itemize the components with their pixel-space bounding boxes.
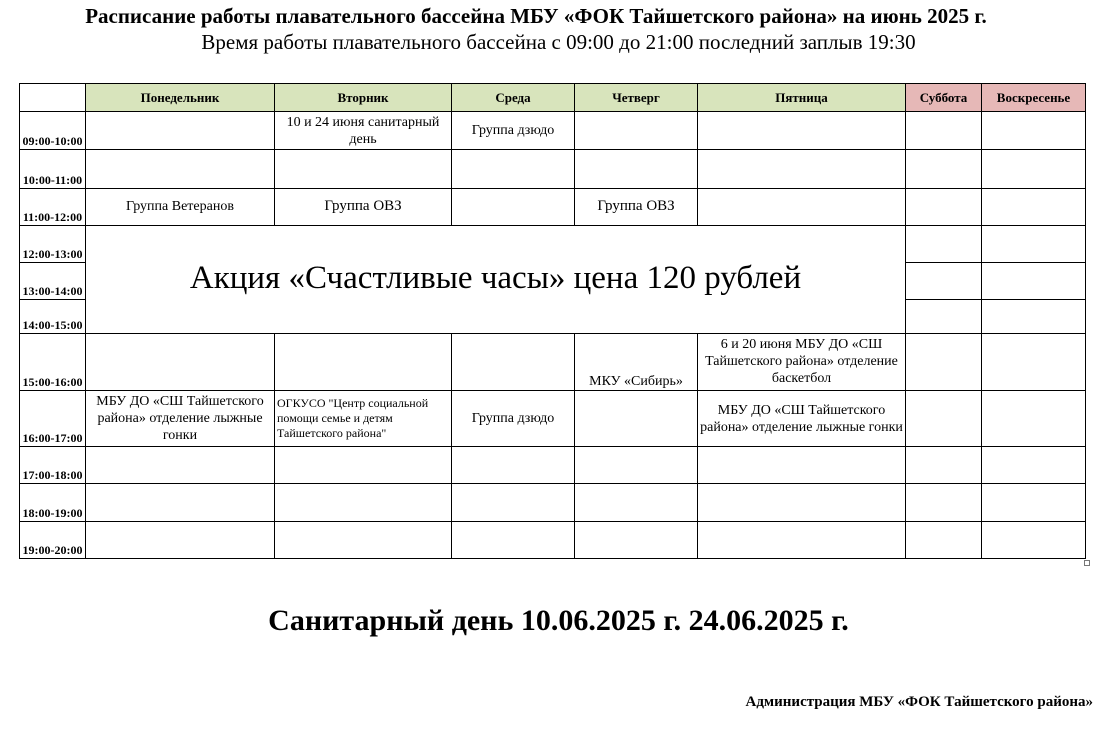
schedule-cell — [698, 484, 906, 521]
table-row — [20, 390, 1086, 446]
table-row — [20, 447, 1086, 484]
schedule-cell — [906, 150, 982, 188]
schedule-cell — [982, 390, 1086, 446]
schedule-cell — [452, 521, 575, 558]
schedule-cell — [906, 188, 982, 225]
schedule-cell — [275, 333, 452, 390]
day-header-friday: Пятница — [698, 84, 906, 112]
schedule-cell — [452, 150, 575, 188]
table-row — [20, 188, 1086, 225]
schedule-cell: МБУ ДО «СШ Тайшетского района» отделение лыжные гонки — [698, 390, 906, 446]
schedule-cell — [86, 484, 275, 521]
schedule-cell — [982, 333, 1086, 390]
schedule-cell: Группа Ветеранов — [86, 188, 275, 225]
day-header-sunday: Воскресенье — [982, 84, 1086, 112]
schedule-cell — [982, 447, 1086, 484]
schedule-cell — [982, 263, 1086, 300]
schedule-title: Расписание работы плавательного бассейна МБУ «ФОК Тайшетского района» на июнь 2025 г. — [85, 4, 987, 28]
table-row — [20, 333, 1086, 390]
schedule-cell — [275, 521, 452, 558]
schedule-cell — [982, 225, 1086, 262]
schedule-cell — [86, 447, 275, 484]
schedule-cell — [698, 188, 906, 225]
table-row — [20, 150, 1086, 188]
schedule-cell — [452, 447, 575, 484]
schedule-cell — [982, 521, 1086, 558]
schedule-cell — [906, 225, 982, 262]
schedule-cell: Группа дзюдо — [452, 390, 575, 446]
time-slot: 11:00-12:00 — [20, 188, 86, 225]
time-slot: 14:00-15:00 — [20, 300, 86, 333]
schedule-cell — [906, 333, 982, 390]
table-row — [20, 225, 1086, 262]
day-header-wednesday: Среда — [452, 84, 575, 112]
time-slot: 10:00-11:00 — [20, 150, 86, 188]
schedule-cell — [982, 300, 1086, 333]
schedule-cell — [906, 447, 982, 484]
schedule-cell — [906, 390, 982, 446]
schedule-cell — [698, 112, 906, 150]
table-row — [20, 484, 1086, 521]
schedule-cell — [982, 112, 1086, 150]
schedule-cell — [86, 333, 275, 390]
time-slot: 19:00-20:00 — [20, 521, 86, 558]
schedule-cell — [982, 484, 1086, 521]
schedule-cell — [906, 112, 982, 150]
schedule-cell — [575, 484, 698, 521]
day-header-saturday: Суббота — [906, 84, 982, 112]
schedule-cell: ОГКУСО "Центр социальной помощи семье и детям Тайшетского района" — [275, 390, 452, 446]
schedule-cell: МБУ ДО «СШ Тайшетского района» отделение лыжные гонки — [86, 390, 275, 446]
schedule-cell — [275, 484, 452, 521]
schedule-cell: Группа ОВЗ — [275, 188, 452, 225]
schedule-cell: Группа дзюдо — [452, 112, 575, 150]
schedule-cell — [982, 150, 1086, 188]
time-slot: 16:00-17:00 — [20, 390, 86, 446]
schedule-cell — [575, 447, 698, 484]
schedule-cell — [906, 263, 982, 300]
schedule-cell — [86, 112, 275, 150]
schedule-cell — [275, 447, 452, 484]
table-row — [20, 521, 1086, 558]
time-slot: 18:00-19:00 — [20, 484, 86, 521]
day-header-monday: Понедельник — [86, 84, 275, 112]
schedule-cell — [86, 150, 275, 188]
schedule-cell — [906, 300, 982, 333]
schedule-cell — [575, 521, 698, 558]
sanitary-days-notice: Санитарный день 10.06.2025 г. 24.06.2025 г. — [268, 604, 849, 637]
time-slot: 12:00-13:00 — [20, 225, 86, 262]
table-resize-handle[interactable] — [1084, 560, 1090, 566]
schedule-cell — [982, 188, 1086, 225]
schedule-cell — [86, 521, 275, 558]
schedule-cell: Группа ОВЗ — [575, 188, 698, 225]
time-slot: 13:00-14:00 — [20, 263, 86, 300]
time-slot: 17:00-18:00 — [20, 447, 86, 484]
schedule-cell — [575, 150, 698, 188]
table-row — [20, 112, 1086, 150]
working-hours-subtitle: Время работы плавательного бассейна с 09:00 до 21:00 последний заплыв 19:30 — [201, 30, 916, 54]
schedule-cell — [452, 188, 575, 225]
day-header-tuesday: Вторник — [275, 84, 452, 112]
corner-cell — [20, 84, 86, 112]
schedule-cell: МКУ «Сибирь» — [575, 333, 698, 390]
schedule-cell — [698, 447, 906, 484]
schedule-cell — [698, 150, 906, 188]
schedule-cell — [698, 521, 906, 558]
schedule-cell: 6 и 20 июня МБУ ДО «СШ Тайшетского района» отделение баскетбол — [698, 333, 906, 390]
time-slot: 15:00-16:00 — [20, 333, 86, 390]
day-header-thursday: Четверг — [575, 84, 698, 112]
schedule-cell — [452, 484, 575, 521]
schedule-cell — [575, 112, 698, 150]
administration-signature: Администрация МБУ «ФОК Тайшетского района» — [745, 694, 1093, 710]
schedule-cell — [575, 390, 698, 446]
header-row — [20, 84, 1086, 112]
schedule-cell — [906, 484, 982, 521]
schedule-cell — [452, 333, 575, 390]
schedule-cell — [275, 150, 452, 188]
promo-banner: Акция «Счастливые часы» цена 120 рублей — [86, 225, 906, 333]
schedule-table — [19, 83, 1086, 559]
schedule-cell — [906, 521, 982, 558]
time-slot: 09:00-10:00 — [20, 112, 86, 150]
schedule-cell: 10 и 24 июня санитарный день — [275, 112, 452, 150]
